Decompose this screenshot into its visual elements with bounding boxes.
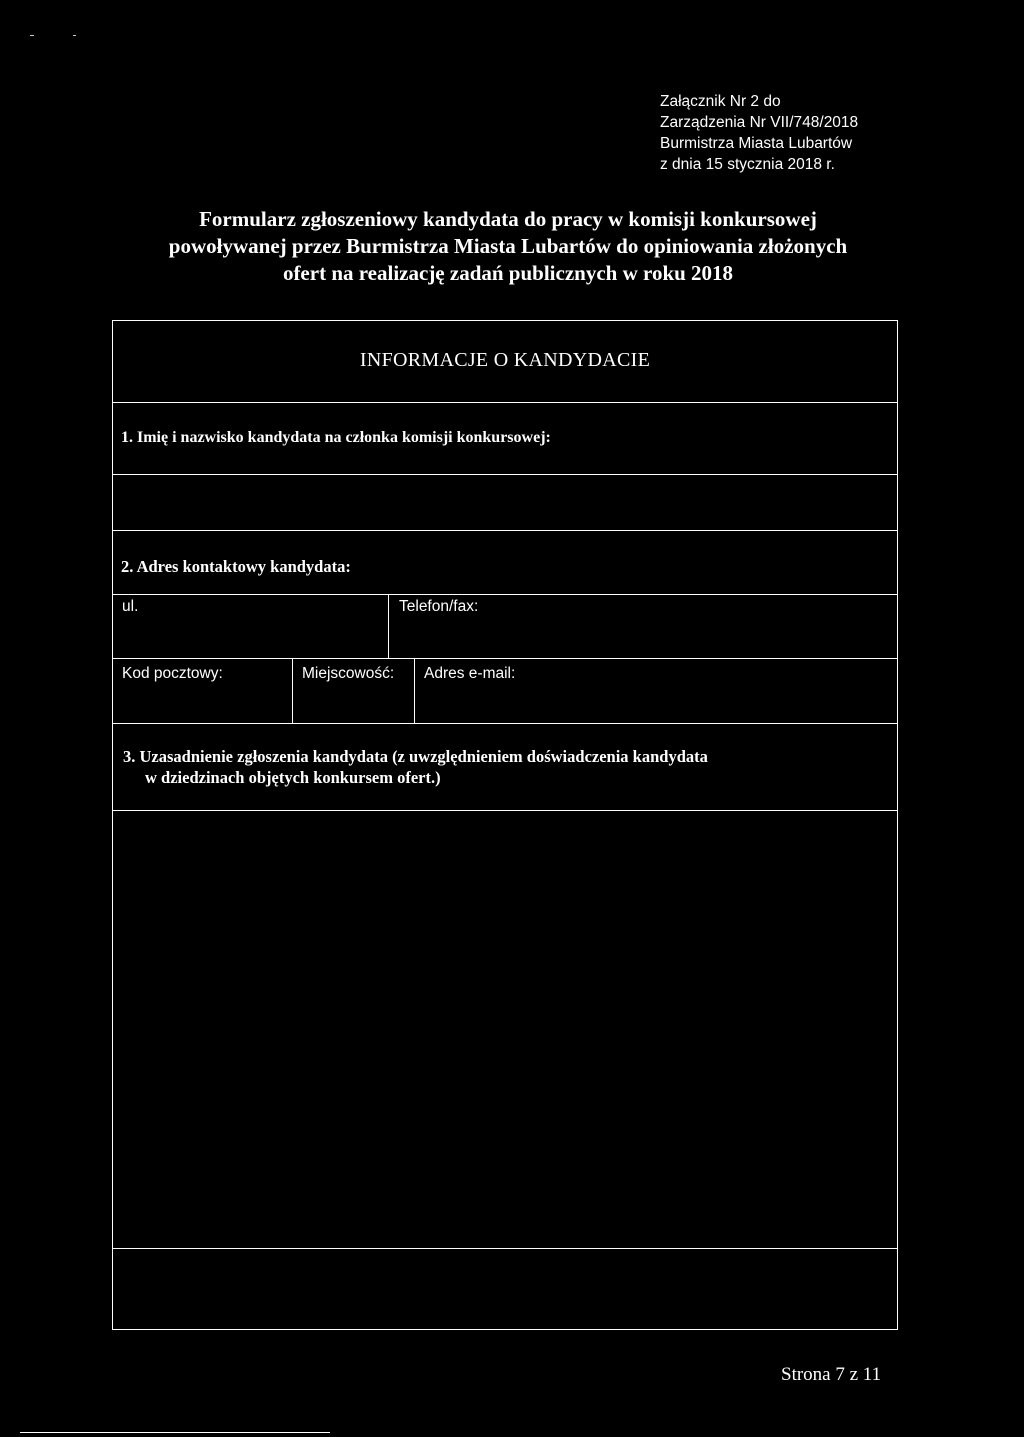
postal-code-field[interactable] [113,659,292,723]
annex-line: Burmistrza Miasta Lubartów [660,135,853,152]
divider [113,723,897,724]
annex-reference [660,91,858,175]
divider [113,402,897,403]
postal-code-label: Kod pocztowy: [122,665,223,682]
street-label: ul. [122,598,139,615]
document-title [100,206,916,287]
city-field[interactable] [293,659,414,723]
section-header: INFORMACJE O KANDYDACIE [359,349,651,371]
email-label: Adres e-mail: [424,665,516,682]
justification-answer-field[interactable] [113,1249,897,1329]
title-line: powoływanej przez Burmistrza Miasta Lubartów do opiniowania złożonych [168,234,848,258]
question-justification: w dziedzinach objętych konkursem ofert.) [145,768,441,787]
title-line: ofert na realizację zadań publicznych w roku 2018 [282,261,734,285]
city-label: Miejscowość: [302,665,395,682]
annex-line: Zarządzenia Nr VII/748/2018 [660,114,859,131]
annex-line: Załącznik Nr 2 do [660,93,781,110]
candidate-form [112,320,898,1330]
question-address: 2. Adres kontaktowy kandydata: [121,557,351,576]
question-name: 1. Imię i nazwisko kandydata na członka komisji konkursowej: [121,429,551,446]
street-field[interactable] [113,595,388,658]
scan-speck [73,35,76,36]
divider [20,1432,330,1433]
divider [113,530,897,531]
title-line: Formularz zgłoszeniowy kandydata do pracy w komisji konkursowej [199,207,817,231]
annex-line: z dnia 15 stycznia 2018 r. [660,156,835,173]
page-number: Strona 7 z 11 [781,1364,882,1385]
phone-label: Telefon/fax: [399,598,479,615]
phone-field[interactable] [389,595,897,658]
email-field[interactable] [415,659,897,723]
question-justification: 3. Uzasadnienie zgłoszenia kandydata (z uwzględnieniem doświadczenia kandydata [123,747,708,766]
scan-speck [30,35,34,36]
justification-answer-field[interactable] [113,811,897,1248]
name-answer-field[interactable] [113,475,897,530]
